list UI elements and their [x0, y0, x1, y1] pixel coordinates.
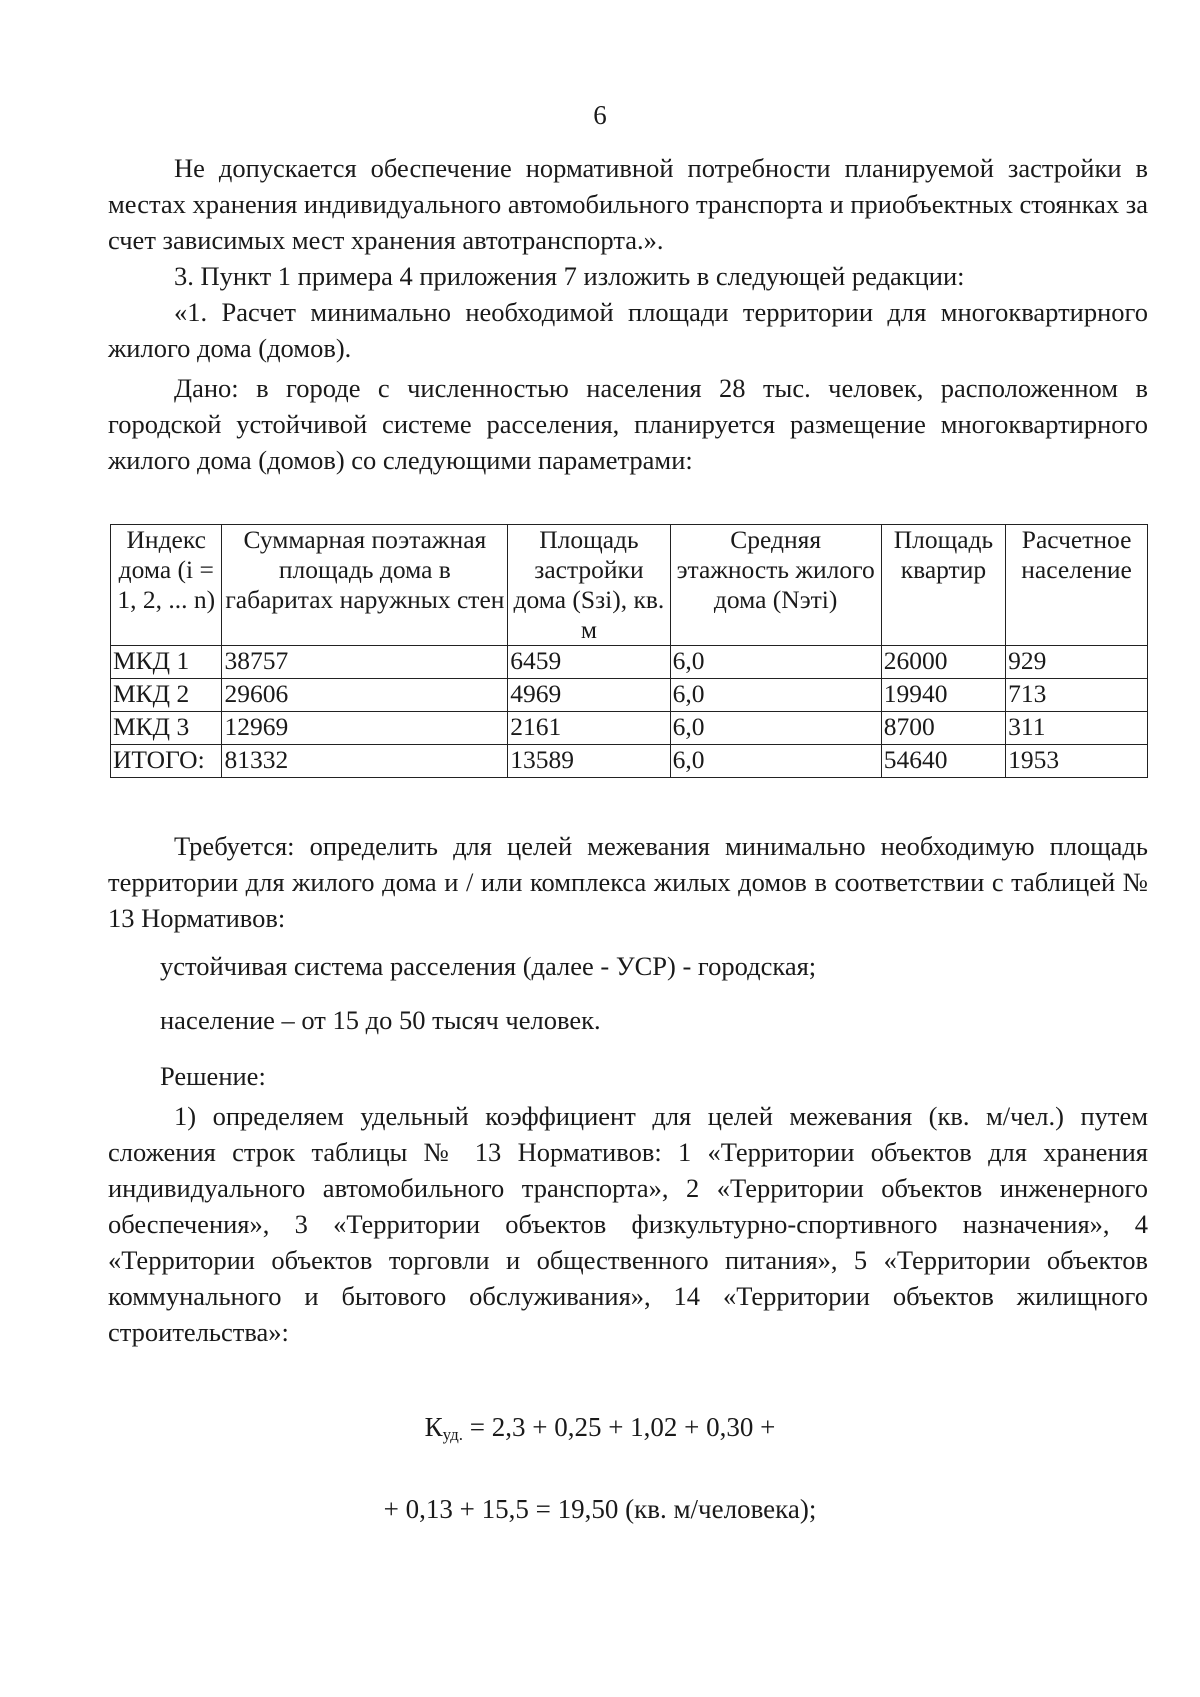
intro-text: [108, 150, 1148, 478]
table-cell: 8700: [881, 712, 1005, 745]
table-cell: 81332: [222, 745, 508, 778]
requirement-text: [108, 828, 1148, 936]
table-cell: МКД 1: [111, 646, 222, 679]
table-cell: 713: [1006, 679, 1148, 712]
table-cell: 4969: [508, 679, 670, 712]
formula-line-2: [0, 1494, 1200, 1525]
paragraph-settlement-system: устойчивая система расселения (далее - УСР) - городская;: [160, 951, 817, 981]
table-cell: МКД 2: [111, 679, 222, 712]
solution-text: [108, 1098, 1148, 1350]
table-cell: 29606: [222, 679, 508, 712]
paragraph-calculation-title: «1. Расчет минимально необходимой площади территории для многоквартирного жилого дома (домов).: [108, 297, 1148, 363]
coefficient-subscript: уд.: [442, 1425, 463, 1444]
paragraph-coefficient: 1) определяем удельный коэффициент для целей межевания (кв. м/чел.) путем сложения строк таблицы № 13 Нормативов: 1 «Территории объектов для хранения индивидуального автомобильного транспорта», 2 «Территории объектов инженерного обеспечения», 3 «Территории объектов физкультурно-спортивного назначения», 4 «Территории объектов торговли и общественного питания», 5 «Территории объектов коммунального и бытового обслуживания», 14 «Территории объектов жилищного строительства»:: [108, 1101, 1148, 1347]
table-cell: 38757: [222, 646, 508, 679]
header-house-index: Индекс дома (i = 1, 2, ... n): [111, 525, 222, 646]
table-row: [111, 646, 1148, 679]
table-cell: 6,0: [670, 745, 881, 778]
table-cell: 6,0: [670, 646, 881, 679]
formula-line-1: [0, 1412, 1200, 1445]
paragraph-amendment: 3. Пункт 1 примера 4 приложения 7 изложить в следующей редакции:: [174, 261, 965, 291]
paragraph-required: Требуется: определить для целей межевания минимально необходимую площадь территории для жилого дома и / или комплекса жилых домов в соответствии с таблицей № 13 Нормативов:: [108, 831, 1148, 933]
table-cell: 311: [1006, 712, 1148, 745]
formula-first-part: = 2,3 + 0,25 + 1,02 + 0,30 +: [462, 1412, 776, 1442]
table-row: [111, 712, 1148, 745]
header-estimated-population: Расчетное население: [1006, 525, 1148, 646]
paragraph-parking: Не допускается обеспечение нормативной потребности планируемой застройки в местах хранения индивидуального автомобильного транспорта и приобъектных стоянках за счет зависимых мест хранения автотранспорта.».: [108, 153, 1148, 255]
table-cell: 6,0: [670, 679, 881, 712]
table-row: [111, 679, 1148, 712]
paragraph-population: население – от 15 до 50 тысяч человек.: [160, 1005, 601, 1035]
table-cell: 929: [1006, 646, 1148, 679]
table-cell: 54640: [881, 745, 1005, 778]
table-cell: 1953: [1006, 745, 1148, 778]
table-cell: 13589: [508, 745, 670, 778]
paragraph-given: Дано: в городе с численностью населения 28 тыс. человек, расположенном в городской устойчивой системе расселения, планируется размещение многоквартирного жилого дома (домов) со следующими параметрами:: [108, 373, 1148, 475]
table-cell: МКД 3: [111, 712, 222, 745]
header-total-floor-area: Суммарная поэтажная площадь дома в габаритах наружных стен: [222, 525, 508, 646]
population-line: [160, 1002, 1140, 1038]
table-total-row: [111, 745, 1148, 778]
table-cell: 2161: [508, 712, 670, 745]
table-cell: 12969: [222, 712, 508, 745]
settlement-system-line: [160, 948, 1140, 984]
paragraph-solution: Решение:: [160, 1061, 266, 1091]
coefficient-symbol: К: [424, 1412, 443, 1442]
parameters-table: [110, 524, 1148, 778]
table-cell: 26000: [881, 646, 1005, 679]
table-cell: 19940: [881, 679, 1005, 712]
table-cell: ИТОГО:: [111, 745, 222, 778]
header-average-floors: Средняя этажность жилого дома (Nэтi): [670, 525, 881, 646]
page-number: 6: [593, 100, 607, 130]
table-header-row: [111, 525, 1148, 646]
header-building-area: Площадь застройки дома (Sзi), кв. м: [508, 525, 670, 646]
header-apartment-area: Площадь квартир: [881, 525, 1005, 646]
formula-second-part: + 0,13 + 15,5 = 19,50 (кв. м/человека);: [383, 1494, 817, 1524]
table-cell: 6459: [508, 646, 670, 679]
solution-heading: [160, 1058, 1140, 1094]
table-cell: 6,0: [670, 712, 881, 745]
